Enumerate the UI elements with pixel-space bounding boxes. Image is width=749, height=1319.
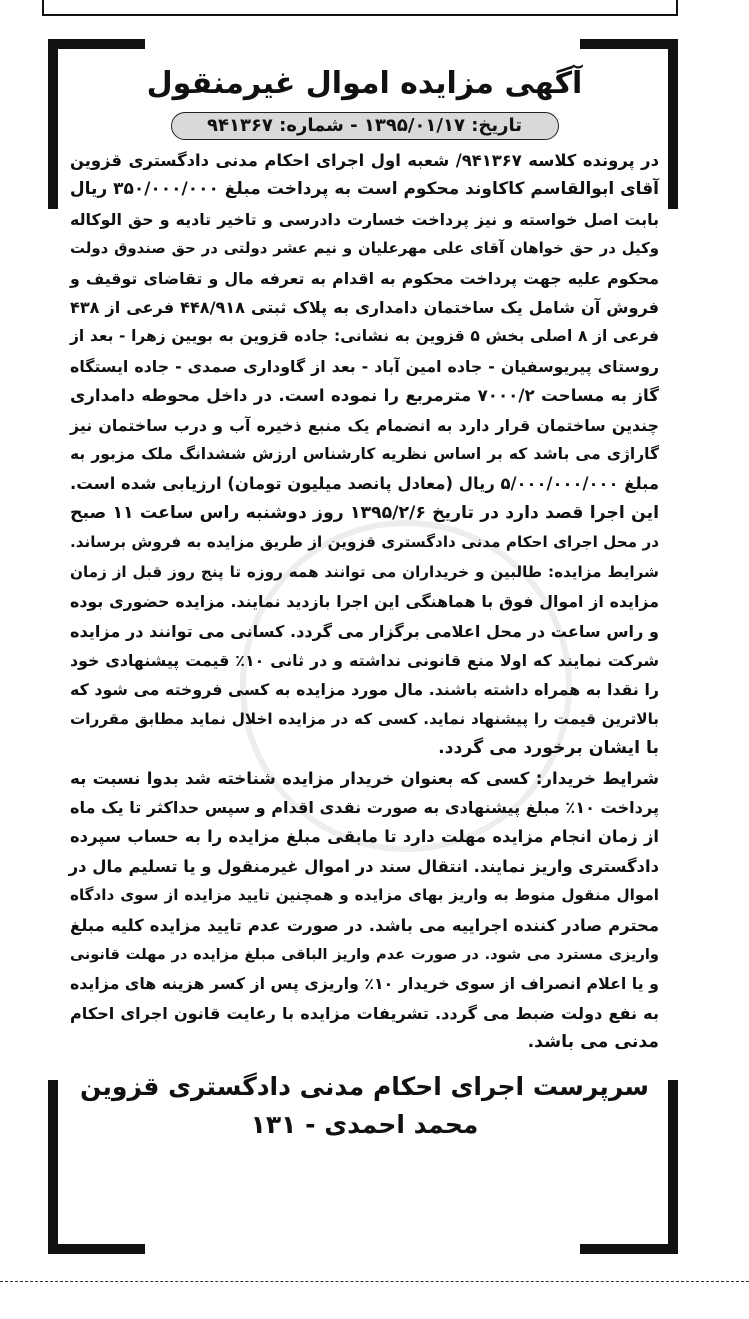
body-line: وکیل در حق خواهان آقای علی مهرعلیان و نیم عشر دولتی در حق صندوق دولت xyxy=(70,239,659,258)
body-line: در پرونده کلاسه ۹۴۱۳۶۷/ شعبه اول اجرای احکام مدنی دادگستری قزوین xyxy=(70,151,659,170)
signature-title: سرپرست اجرای احکام مدنی دادگستری قزوین xyxy=(80,1071,649,1101)
previous-notice-border xyxy=(42,0,678,16)
body-line: دادگستری واریز نمایند. انتقال سند در اموال غیرمنقول و یا تسلیم مال در xyxy=(68,856,659,876)
body-line: شرایط خریدار: کسی که بعنوان خریدار مزایده شناخته شد بدوا نسبت به xyxy=(70,767,659,788)
body-line: و راس ساعت در محل اعلامی برگزار می گردد. کسانی می توانند در مزایده xyxy=(70,621,659,641)
body-line: واریزی مسترد می شود. در صورت عدم واریز الباقی مبلغ مزایده در مهلت قانونی xyxy=(70,945,659,963)
frame-bottom-right-bar xyxy=(580,1244,678,1254)
body-line: این اجرا قصد دارد در تاریخ ۱۳۹۵/۲/۶ روز دوشنبه راس ساعت ۱۱ صبح xyxy=(70,502,659,523)
body-line: فرعی از ۸ اصلی بخش ۵ قزوین به نشانی: جاده قزوین به بویین زهرا - بعد از xyxy=(70,327,659,346)
body-line: از زمان انجام مزایده مهلت دارد تا مابقی مبلغ مزایده را به حساب سپرده xyxy=(70,827,659,847)
frame-right-top-bar xyxy=(668,39,678,209)
body-line: اموال منقول منوط به واریز بهای مزایده و همچنین تایید مزایده از سوی دادگاه xyxy=(70,886,659,905)
body-line: به نفع دولت ضبط می گردد. تشریفات مزایده با رعایت قانون اجرای احکام xyxy=(70,1003,659,1023)
body-line: آقای ابوالقاسم کاکاوند محکوم است به پرداخت مبلغ ۳۵۰/۰۰۰/۰۰۰ ریال xyxy=(69,179,659,200)
body-line: گاز به مساحت ۷۰۰۰/۲ مترمربع را نموده است. در داخل محوطه دامداری xyxy=(70,385,659,406)
body-line: محترم صادر کننده اجراییه می باشد. در صورت عدم تایید مزایده کلیه مبلغ xyxy=(70,915,659,935)
frame-right-bottom-bar xyxy=(668,1080,678,1254)
body-line: و یا اعلام انصراف از سوی خریدار ۱۰٪ واریزی پس از کسر هزینه های مزایده xyxy=(69,974,659,994)
notice-content xyxy=(70,62,659,1144)
body-line: پرداخت ۱۰٪ مبلغ پیشنهادی به صورت نقدی اقدام و سپس حداکثر تا یک ماه xyxy=(70,797,659,817)
body-line: بابت اصل خواسته و نیز پرداخت خسارت دادرسی و تاخیر تادیه و حق الوکاله xyxy=(70,209,659,229)
body-line: گاراژی می باشد که بر اساس نظریه کارشناس ارزش ششدانگ ملک مزبور به xyxy=(70,445,659,464)
body-line: با ایشان برخورد می گردد. xyxy=(438,738,659,759)
date-number-badge: تاریخ: ۱۳۹۵/۰۱/۱۷ - شماره: ۹۴۱۳۶۷ xyxy=(171,112,559,140)
body-line: فروش آن شامل یک ساختمان دامداری به پلاک ثبتی ۴۴۸/۹۱۸ فرعی از ۴۳۸ xyxy=(70,298,659,318)
body-line: در محل اجرای احکام مدنی دادگستری قزوین از طریق مزایده به فروش برساند. xyxy=(70,533,659,552)
body-line: شرکت نمایند که اولا منع قانونی نداشته و در ثانی ۱۰٪ قیمت پیشنهادی خود xyxy=(70,650,659,670)
cut-line-divider xyxy=(0,1281,749,1282)
body-line: بالاترین قیمت را پیشنهاد نماید. کسی که در مزایده اخلال نماید مطابق مقررات xyxy=(70,709,659,728)
notice-body xyxy=(70,146,659,1058)
frame-bottom-left-bar xyxy=(48,1244,145,1254)
frame-left-top-bar xyxy=(48,39,58,209)
body-line: مبلغ ۵/۰۰۰/۰۰۰/۰۰۰ ریال (معادل پانصد میلیون تومان) ارزیابی شده است. xyxy=(70,474,659,494)
frame-top-left-bar xyxy=(48,39,145,49)
signature-name: محمد احمدی - ۱۳۱ xyxy=(250,1109,479,1139)
frame-left-bottom-bar xyxy=(48,1080,58,1254)
body-line: چندین ساختمان قرار دارد به انضمام یک منبع ذخیره آب و درب ساختمان نیز xyxy=(70,415,659,435)
body-line: روستای پیریوسفیان - جاده امین آباد - بعد از گاوداری صمدی - جاده ایستگاه xyxy=(70,356,659,376)
notice-title: آگهی مزایده اموال غیرمنقول xyxy=(146,66,583,101)
body-line: محکوم علیه جهت پرداخت محکوم به اقدام به تعرفه مال و تقاضای توقیف و xyxy=(70,268,659,288)
body-line: مزایده از اموال فوق با هماهنگی این اجرا بازدید نمایند. مزایده حضوری بوده xyxy=(70,592,659,612)
body-line: مدنی می باشد. xyxy=(527,1032,659,1053)
body-line: شرایط مزایده: طالبین و خریداران می توانند همه روزه تا پنج روز قبل از زمان xyxy=(70,562,659,581)
body-line: را نقدا به همراه داشته باشند. مال مورد مزایده به کسی فروخته می شود که xyxy=(70,680,659,700)
frame-top-right-bar xyxy=(580,39,678,49)
